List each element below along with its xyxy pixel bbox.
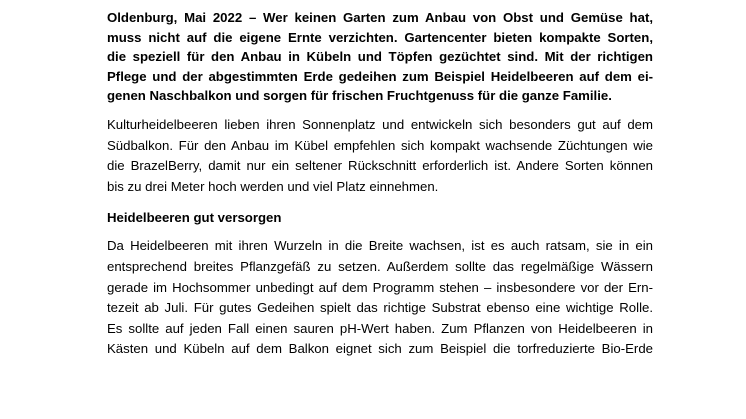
section-heading: Heidelbeeren gut versorgen xyxy=(107,210,282,226)
body-line: bis zu drei Meter hoch werden und viel Platz einnehmen. xyxy=(107,178,439,194)
body-line: Da Heidelbeeren mit ihren Wurzeln in die Breite wachsen, ist es auch ratsam, sie in ein xyxy=(107,238,653,254)
lead-line: genen Naschbalkon und sorgen für frischen Fruchtgenuss für die ganze Familie. xyxy=(107,88,612,104)
lead-line: Pflege und der abgestimmten Erde gedeihen zum Beispiel Heidelbeeren auf dem ei- xyxy=(107,68,653,84)
body-paragraph-1 xyxy=(107,115,653,197)
document-page xyxy=(107,0,653,419)
body-line: Südbalkon. Für den Anbau im Kübel empfehlen sich kompakt wachsende Züchtungen wie xyxy=(107,137,653,153)
body-line: die BrazelBerry, damit nur ein seltener Rückschnitt erforderlich ist. Andere Sorten können xyxy=(107,158,653,174)
body-line: gerade im Hochsommer unbedingt auf dem Programm stehen – insbesondere vor der Ern- xyxy=(107,279,653,295)
lead-line: die speziell für den Anbau in Kübeln und Töpfen gezüchtet sind. Mit der richtigen xyxy=(107,49,653,65)
body-line: Es sollte auf jeden Fall einen sauren pH-Wert haben. Zum Pflanzen von Heidelbeeren in xyxy=(107,320,653,336)
lead-line: Oldenburg, Mai 2022 – Wer keinen Garten zum Anbau von Obst und Gemüse hat, xyxy=(107,10,653,25)
body-line: tezeit ab Juli. Für gutes Gedeihen spielt das richtige Substrat ebenso eine wichtige Rolle. xyxy=(107,300,653,316)
lead-line: muss nicht auf die eigene Ernte verzichten. Gartencenter bieten kompakte Sorten, xyxy=(107,29,653,45)
body-line: Kulturheidelbeeren lieben ihren Sonnenplatz und entwickeln sich besonders gut auf dem xyxy=(107,116,653,132)
lead-paragraph xyxy=(107,8,653,106)
body-line: entsprechend breites Pflanzgefäß zu setzen. Außerdem sollte das regelmäßige Wässern xyxy=(107,258,653,274)
body-line: Kästen und Kübeln auf dem Balkon eignet sich zum Beispiel die torfreduzierte Bio-Erde xyxy=(107,341,653,357)
body-paragraph-2 xyxy=(107,236,653,360)
